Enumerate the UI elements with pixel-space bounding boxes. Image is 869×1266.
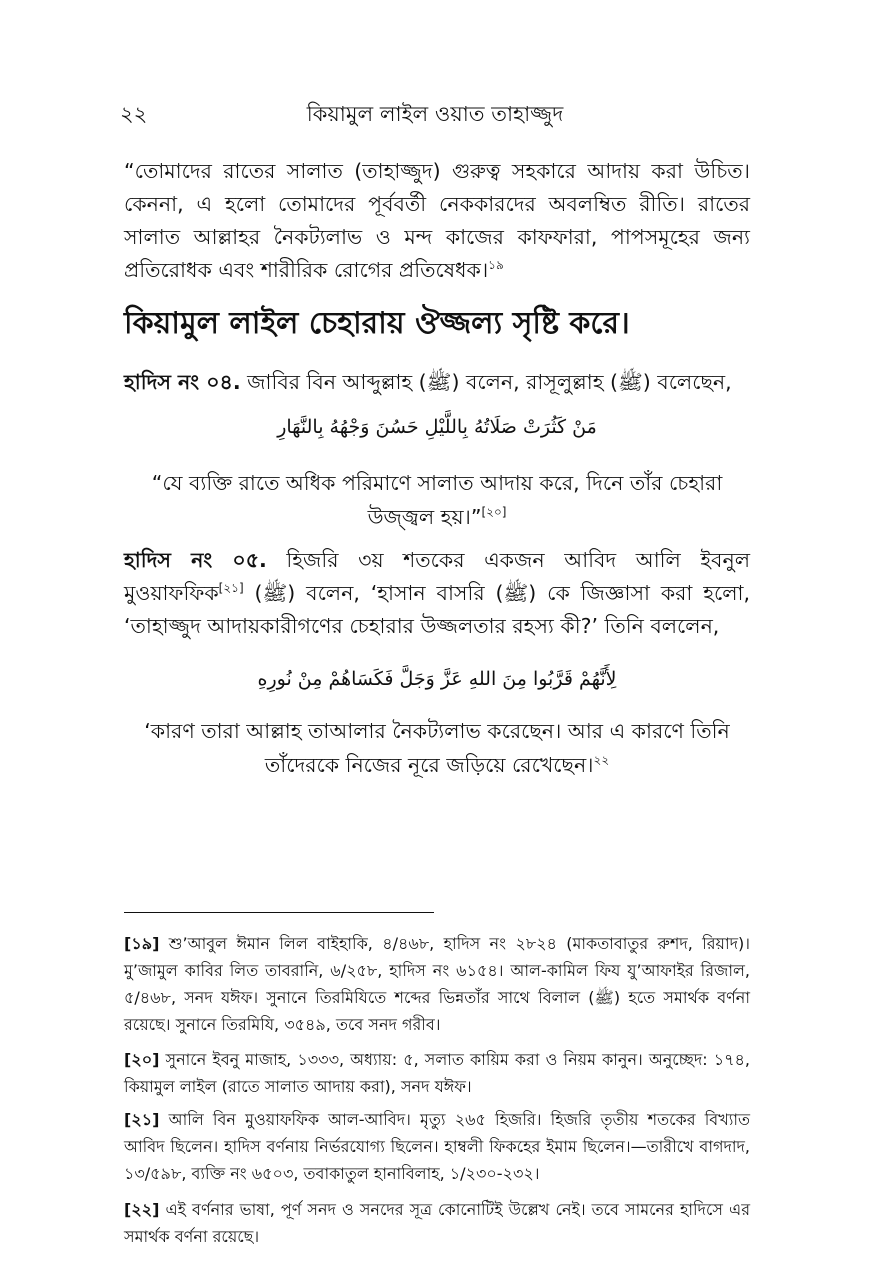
footnote-20-text: সুনানে ইবনু মাজাহ, ১৩৩৩, অধ্যায়: ৫, সলাত কায়িম করা ও নিয়ম কানুন। অনুচ্ছেদ: ১৭৪, কিয়ামুল লাইল (রাতে সালাত আদায় করা), সনদ যঈফ।	[124, 1050, 750, 1096]
intro-quote-text: “তোমাদের রাতের সালাত (তাহাজ্জুদ) গুরুত্ব সহকারে আদায় করা উচিত। কেননা, এ হলো তোমাদের পূর্ববর্তী নেককারদের অবলম্বিত রীতি। রাতের সালাত আল্লাহর নৈকট্যলাভ ও মন্দ কাজের কাফফারা, পাপসমূহের জন্য প্রতিরোধক এবং শারীরিক রোগের প্রতিষেধক।	[124, 159, 750, 282]
hadith-4-translation	[140, 466, 734, 534]
footnote-19-text: শু’আবুল ঈমান লিল বাইহাকি, ৪/৪৬৮, হাদিস নং ২৮২৪ (মাকতাবাতুর রুশদ, রিয়াদ)। মু’জামুল কাবির লিত তাবরানি, ৬/২৫৮, হাদিস নং ৬১৫৪। আল-কামিল ফিয যু’আফাইর রিজাল, ৫/৪৬৮, সনদ যঈফ। সুনানে তিরমিযিতে শব্দের ভিন্নতাঁর সাথে বিলাল (ﷺ) হতে সমার্থক বর্ণনা রয়েছে। সুনানে তিরমিযি, ৩৫৪৯, তবে সনদ গরীব।	[124, 934, 751, 1034]
footnote-ref-20: [২০]	[481, 505, 507, 520]
footnote-20-number: [২০]	[124, 1050, 160, 1069]
footnote-20	[124, 1046, 750, 1100]
hadith-5-translation	[140, 714, 734, 782]
hadith-4-intro	[124, 366, 750, 399]
footnote-21	[124, 1106, 750, 1187]
hadith-5-text-b: (ﷺ) বলেন, ‘হাসান বাসরি (ﷺ) কে জিজ্ঞাসা করা হলো, ‘তাহাজ্জুদ আদায়কারীগণের চেহারার উজ্জলতার রহস্য কী?’ তিনি বললেন,	[124, 581, 751, 638]
page-number: ২২	[120, 102, 148, 126]
footnote-22	[124, 1196, 750, 1250]
footnote-divider	[124, 912, 434, 913]
hadith-5-label: হাদিস নং ০৫.	[124, 548, 267, 572]
footnote-19-number: [১৯]	[124, 934, 160, 953]
footnote-ref-19: ১৯	[488, 258, 504, 273]
footnote-ref-21: [২১]	[218, 581, 244, 596]
hadith-4-label: হাদিস নং ০৪.	[124, 370, 241, 394]
hadith-4-translation-line2-wrap	[140, 500, 734, 534]
footnote-22-text: এই বর্ণনার ভাষা, পূর্ণ সনদ ও সনদের সূত্র কোনোটিই উল্লেখ নেই। তবে সামনের হাদিসে এর সমার্থক বর্ণনা রয়েছে।	[124, 1200, 750, 1246]
hadith-4-translation-line1: “যে ব্যক্তি রাতে অধিক পরিমাণে সালাত আদায় করে, দিনে তাঁর চেহারা	[151, 471, 723, 495]
hadith-4-arabic: مَنْ كَثُرَتْ صَلَاتُهُ بِاللَّيْلِ حَسُنَ وَجْهُهُ بِالنَّهَارِ	[277, 416, 597, 438]
intro-quote	[124, 155, 750, 287]
footnote-ref-22: ২২	[593, 753, 610, 768]
footnote-21-number: [২১]	[124, 1110, 160, 1129]
section-heading: কিয়ামুল লাইল চেহারায় ঔজ্জল্য সৃষ্টি করে।	[124, 306, 630, 341]
hadith-5-translation-line2: তাঁদেরকে নিজের নূরে জড়িয়ে রেখেছেন।	[264, 753, 594, 777]
footnote-21-text: আলি বিন মুওয়াফফিক আল-আবিদ। মৃত্যু ২৬৫ হিজরি। হিজরি তৃতীয় শতকের বিখ্যাত আবিদ ছিলেন। হাদিস বর্ণনায় নির্ভরযোগ্য ছিলেন। হাম্বলী ফিকহের ইমাম ছিলেন।—তারীখে বাগদাদ, ১৩/৫৯৮, ব্যক্তি নং ৬৫০৩, তবাকাতুল হানাবিলাহ, ১/২৩০-২৩২।	[124, 1110, 750, 1183]
hadith-5-translation-line2-wrap	[140, 748, 734, 782]
hadith-5-arabic: لِأَنَّهُمْ قَرَّبُوا مِنَ اللهِ عَزَّ وَجَلَّ فَكَسَاهُمْ مِنْ نُورِهِ	[257, 668, 617, 690]
footnote-19	[124, 930, 750, 1038]
hadith-5-intro	[124, 544, 750, 643]
hadith-4-text: জাবির বিন আব্দুল্লাহ (ﷺ) বলেন, রাসূলুল্লাহ (ﷺ) বলেছেন,	[240, 370, 732, 394]
footnote-22-number: [২২]	[124, 1200, 160, 1219]
hadith-5-text-a: হিজরি ৩য় শতকের একজন আবিদ আলি ইবনুল মুওয়াফফিক	[124, 548, 750, 605]
hadith-5-translation-line1: ‘কারণ তারা আল্লাহ তাআলার নৈকট্যলাভ করেছেন। আর এ কারণে তিনি	[144, 719, 730, 743]
hadith-4-translation-line2: উজ্জ্বল হয়।”	[367, 505, 482, 529]
book-title: কিয়ামুল লাইল ওয়াত তাহাজ্জুদ	[306, 102, 564, 126]
running-header	[120, 98, 750, 132]
